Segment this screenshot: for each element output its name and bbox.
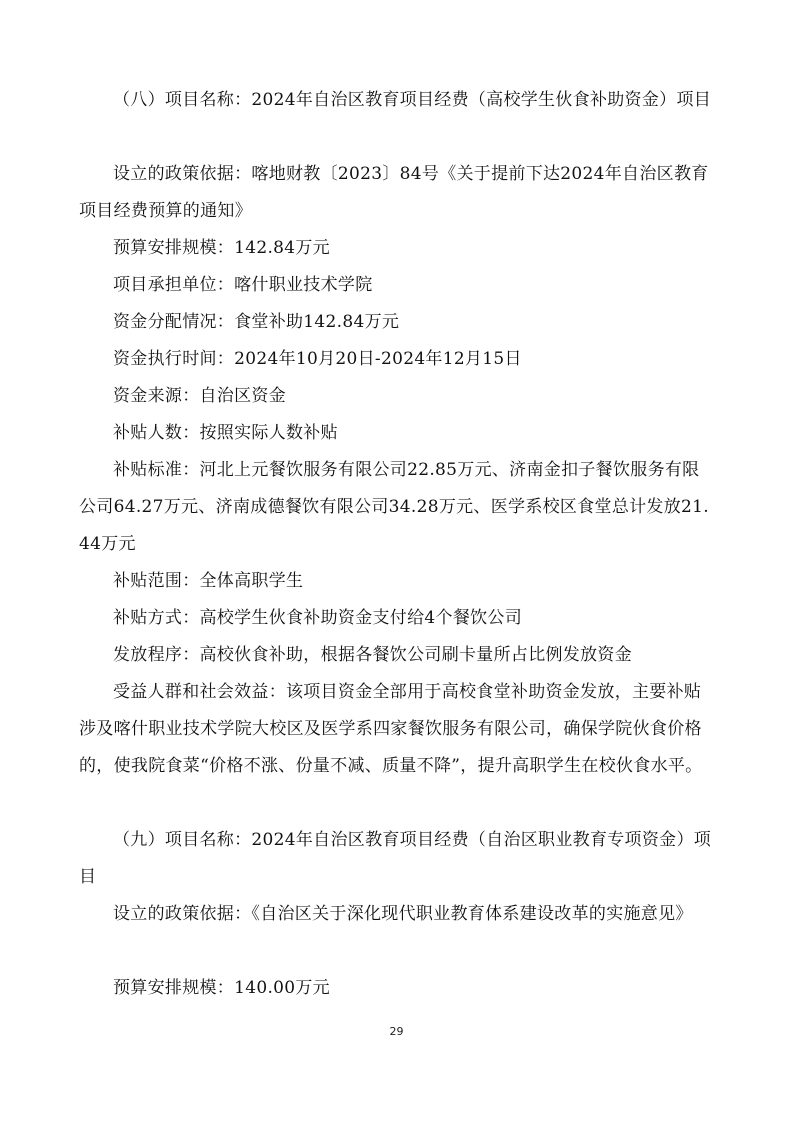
section-8-issuance-procedure: 发放程序：高校伙食补助，根据各餐饮公司刷卡量所占比例发放资金 [113, 645, 632, 665]
section-8-undertaking-unit: 项目承担单位：喀什职业技术学院 [113, 275, 373, 295]
section-9-title: （九）项目名称：2024年自治区教育项目经费（自治区职业教育专项资金）项目 [79, 830, 712, 887]
section-8-subsidy-scope: 补贴范围：全体高职学生 [113, 571, 304, 591]
section-8-budget-scale: 预算安排规模：142.84万元 [113, 238, 330, 258]
section-8-policy-basis: 设立的政策依据：喀地财教〔2023〕84号《关于提前下达2024年自治区教育项目经费预算的通知》 [79, 164, 709, 221]
section-8-fund-allocation: 资金分配情况：食堂补助142.84万元 [113, 312, 400, 332]
section-8-subsidy-method: 补贴方式：高校学生伙食补助资金支付给4个餐饮公司 [113, 608, 523, 628]
section-8-beneficiaries: 受益人群和社会效益：该项目资金全部用于高校食堂补助资金发放，主要补贴涉及喀什职业技术学院大校区及医学系四家餐饮服务有限公司，确保学院伙食价格的，使我院食菜“价格不涨、份量不减、质量不降”，提升高职学生在校伙食水平。 [79, 682, 703, 776]
section-9-budget-scale: 预算安排规模：140.00万元 [113, 978, 330, 998]
section-9-policy-basis: 设立的政策依据：《自治区关于深化现代职业教育体系建设改革的实施意见》 [113, 904, 693, 924]
section-8-fund-source: 资金来源：自治区资金 [113, 386, 286, 406]
section-8-title: （八）项目名称：2024年自治区教育项目经费（高校学生伙食补助资金）项目 [113, 90, 712, 110]
section-8-execution-time: 资金执行时间：2024年10月20日-2024年12月15日 [113, 349, 522, 369]
section-8-subsidy-count: 补贴人数：按照实际人数补贴 [113, 423, 338, 443]
page-number: 29 [389, 1025, 404, 1038]
section-8-subsidy-standard: 补贴标准：河北上元餐饮服务有限公司22.85万元、济南金扣子餐饮服务有限公司64.27万元、济南成德餐饮有限公司34.28万元、医学系校区食堂总计发放21.44万元 [79, 460, 709, 554]
